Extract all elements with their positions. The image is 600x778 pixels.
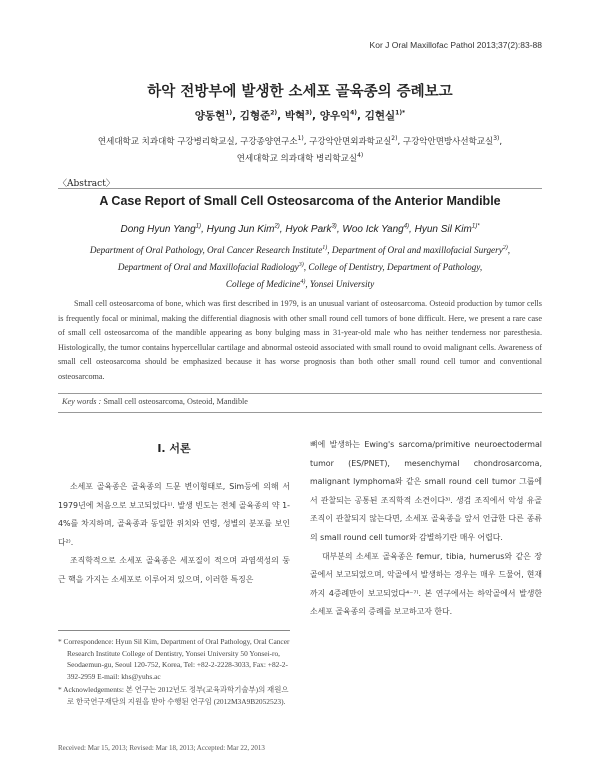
korean-title: 하악 전방부에 발생한 소세포 골육종의 증례보고 (147, 84, 453, 100)
author-name: 양동현 (194, 110, 226, 122)
affiliation: Yonsei University (309, 279, 375, 289)
abstract-text: Small cell osteosarcoma of bone, which was first described in 1979, is an unusual variant of osteosarcoma. Osteoid production by tumor cells is frequently focal or minimal, making the differential diagnosis with other small round cell tumors of bone difficult. Here, we present a rare case of small cell osteosarcoma of the mandible appearing as bony bulging mass in 31-year-old male who has neither tenderness nor paresthesia. Histologically, the tumor contains hypercellular cartilage and abnormal osteoid associated with small round to ovoid malignant cells. Awareness of small cell osteosarcoma should be emphasized because it has worse prognosis than both other small round cell tumor and conventional osteosarcoma. (58, 299, 542, 381)
paragraph: 뼈에 발생하는 Ewing's sarcoma/primitive neuroectodermal tumor (ES/PNET), mesenchymal chondrosarcoma, malignant lymphoma와 같은 small round cell tumor 그룹에서 관찰되는 공통된 조직학적 소견이다³⁾. 생검 조직에서 악성 유골 조직이 관찰되지 않는다면, 소세포 골육종을 앞서 언급한 다른 종류의 small round cell tumor와 감별하기란 매우 어렵다. (310, 440, 542, 542)
author-sup: 1)* (471, 223, 480, 230)
affiliation: Department of Oral and Maxillofacial Radiology (117, 262, 299, 272)
left-column (58, 478, 290, 590)
author-name: Dong Hyun Yang (120, 224, 196, 235)
keywords-top-rule (58, 393, 542, 394)
author-name: 양우익 (319, 110, 351, 122)
abstract-body (58, 297, 542, 385)
author-name: Hyok Park (285, 224, 332, 235)
english-authors: Dong Hyun Yang$^{1)}$, Hyung Jun Kim$^{2)}$, Hyok Park$^{3)}$, Woo Ick Yang$^{4)}$, Hyun Sil Kim$^{1)*}$ (120, 223, 480, 235)
right-column (310, 436, 542, 622)
abstract-label: 〈Abstract〉 (58, 179, 115, 189)
affiliation: 구강악안면외과학교실 (309, 137, 392, 147)
keywords-bottom-rule (58, 412, 542, 413)
affiliation-sup: 4) (357, 152, 364, 160)
affiliation-sup: 2) (391, 135, 398, 143)
affiliation-sup: 1) (322, 244, 328, 251)
author-name: Hyung Jun Kim (206, 224, 275, 235)
footnote-correspondence: * Correspondence: Hyun Sil Kim, Department of Oral Pathology, Oral Cancer Research Institute College of Dentistry, Yonsei University 50 Yonsei-ro, Seodaemun-gu, Seoul 120-752, Korea, Tel: +82-2-2228-3033, Fax: +82-2-392-2959 E-mail: khs@yuhs.ac (58, 637, 290, 681)
affiliation: 연세대학교 치과대학 구강병리학교실, 구강종양연구소 (97, 137, 298, 147)
author-sup: 2) (274, 223, 280, 230)
author-sup: 4) (350, 109, 358, 117)
author-sup: 1) (225, 109, 233, 117)
author-sup: 3) (331, 223, 337, 230)
affiliation: Department of Oral and maxillofacial Surgery (331, 245, 503, 255)
affiliation-sup: 3) (298, 261, 304, 268)
keywords-line (62, 397, 248, 406)
korean-affiliations: 연세대학교 치과대학 구강병리학교실, 구강종양연구소$^{1)}$, 구강악안면외과학교실$^{2)}$, 구강악안면방사선학교실$^{3)}$, 연세대학교 의과대학 병리학교실$^{4)}$ (97, 135, 503, 164)
affiliation: College of Medicine (225, 279, 301, 289)
journal-reference: Kor J Oral Maxillofac Pathol 2013;37(2):83-88 (369, 40, 542, 50)
footnote-acknowledgements: * Acknowledgements: 본 연구는 2012년도 정부(교육과학기술부)의 재원으로 한국연구재단의 지원을 받아 수행된 연구임 (2012M3A9B2052523). (58, 685, 289, 706)
received-dates: Received: Mar 15, 2013; Revised: Mar 18, 2013; Accepted: Mar 22, 2013 (58, 744, 265, 752)
paragraph: 대부분의 소세포 골육종은 femur, tibia, humerus와 같은 장골에서 보고되었으며, 악골에서 발생하는 경우는 매우 드물어, 현재까지 4증례만이 보고되었다⁴⁻⁷⁾. 본 연구에서는 하악골에서 발생한 소세포 골육종의 증례를 보고하고자 한다. (310, 551, 542, 617)
affiliation-sup: 4) (300, 278, 306, 285)
paragraph: 소세포 골육종은 골육종의 드문 변이형태로, Sim등에 의해 서 1979년에 처음으로 보고되었다¹⁾. 발생 빈도는 전체 골육종의 약 1-4%를 차지하며, 골육종과 동일한 위치와 연령, 성별의 분포를 보인다²⁾. (58, 482, 290, 547)
affiliation-sup: 2) (502, 244, 508, 251)
english-affiliations: Department of Oral Pathology, Oral Cancer Research Institute$^{1)}$, Department of Oral and maxillofacial Surgery$^{2)}$, Department of Oral and Maxillofacial Radiology$^{3)}$, College of Dentistry, Department of Pathology, College of Medicine$^{4)}$, Yonsei University (89, 244, 511, 289)
paragraph: 조직학적으로 소세포 골육종은 세포질이 적으며 과염색성의 둥근 핵을 가지는 소세포로 이루어져 있으며, 이러한 특징은 (58, 556, 290, 584)
affiliation: College of Dentistry, Department of Pathology, (308, 262, 483, 272)
author-sup: 3) (305, 109, 313, 117)
author-name: 박혁 (284, 110, 306, 122)
affiliation: Department of Oral Pathology, Oral Cancer Research Institute (89, 245, 323, 255)
author-name: 김현실 (364, 110, 396, 122)
footnotes (58, 636, 290, 708)
author-name: Woo Ick Yang (342, 224, 404, 235)
keywords-value: Small cell osteosarcoma, Osteoid, Mandible (103, 397, 248, 406)
affiliation: 연세대학교 의과대학 병리학교실 (236, 154, 358, 164)
affiliation-sup: 3) (493, 135, 500, 143)
author-sup: 4) (403, 223, 410, 230)
author-sup: 1) (195, 223, 202, 230)
author-name: Hyun Sil Kim (414, 224, 472, 235)
abstract-top-rule (58, 188, 542, 189)
keywords-label: Key words : (62, 397, 102, 406)
author-sup: 2) (270, 109, 278, 117)
section-title: Ⅰ. 서론 (157, 442, 191, 455)
affiliation: 구강악안면방사선학교실 (402, 137, 494, 147)
korean-authors: 양동현$^{1)}$, 김형준$^{2)}$, 박혁$^{3)}$, 양우익$^{4)}$, 김현실$^{1)*}$ (194, 109, 406, 122)
english-title: A Case Report of Small Cell Osteosarcoma of the Anterior Mandible (99, 194, 501, 208)
author-name: 김형준 (239, 110, 271, 122)
affiliation-sup: 1) (297, 135, 304, 143)
footnote-rule (58, 630, 290, 631)
author-sup: 1)* (395, 109, 406, 117)
